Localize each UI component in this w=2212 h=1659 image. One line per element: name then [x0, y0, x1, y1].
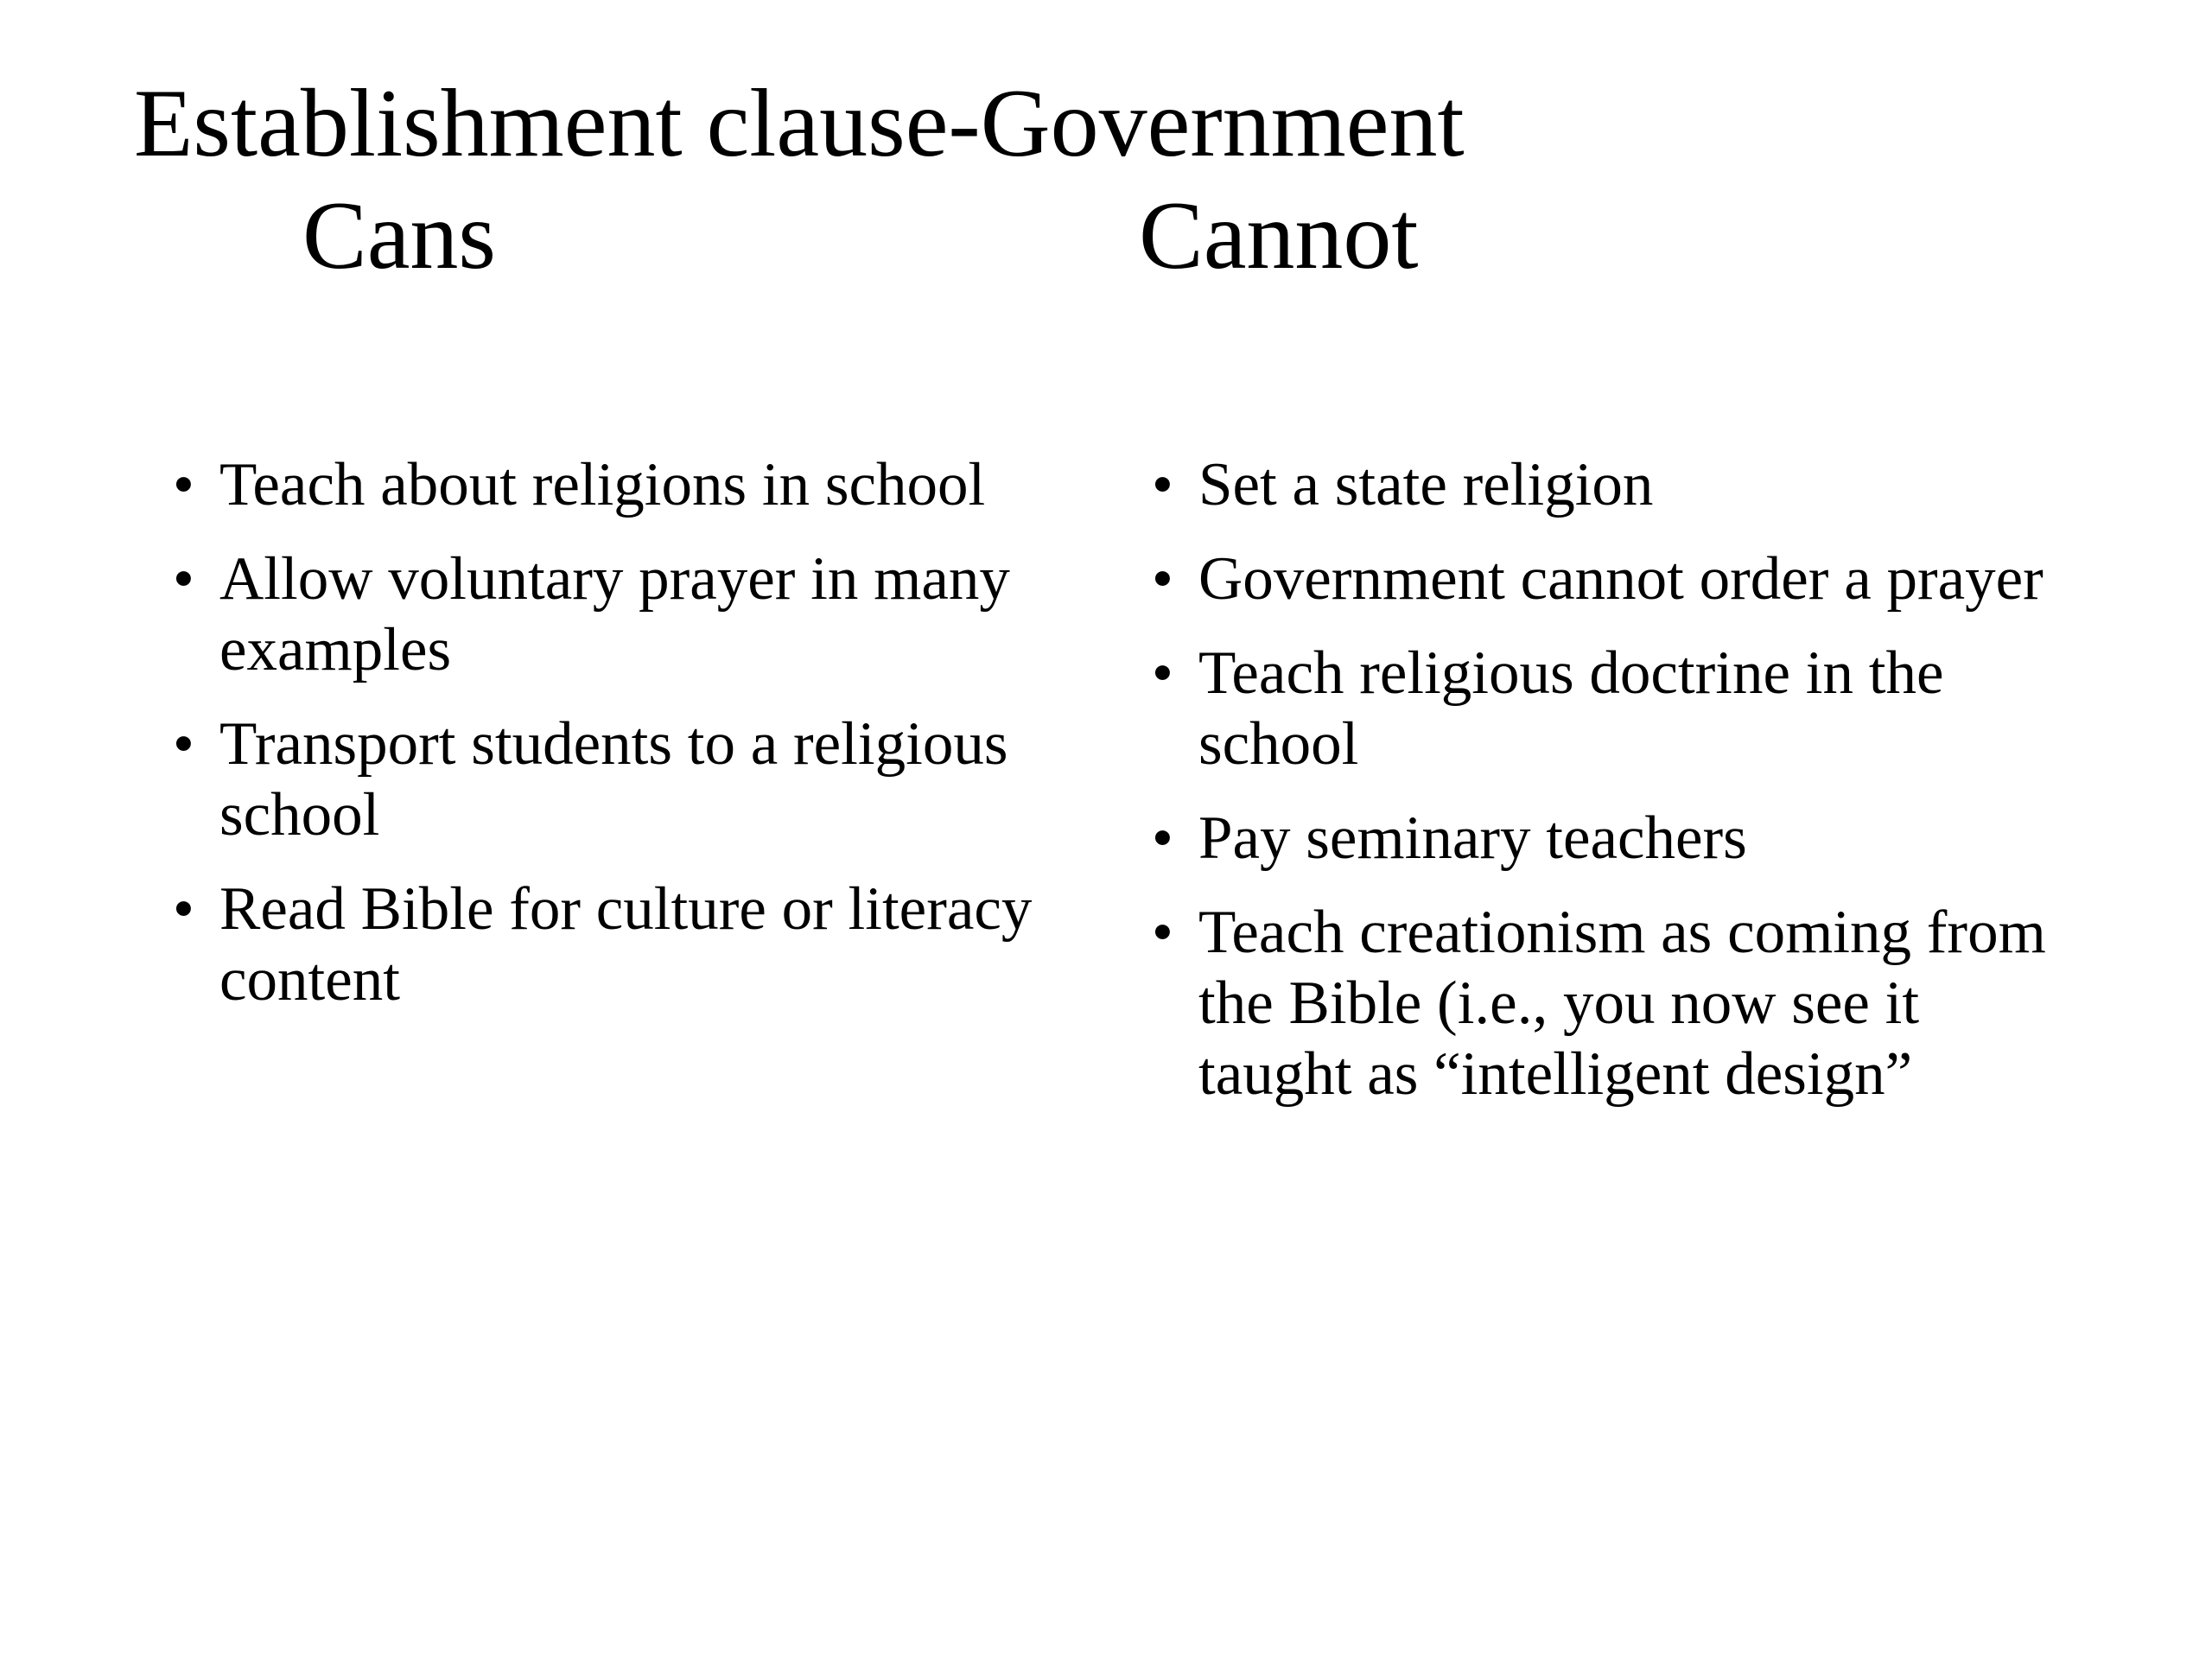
cans-list-item: [173, 543, 1089, 685]
cannot-item-text: Government cannot order a prayer: [1198, 545, 2044, 613]
bullet-icon: •: [1152, 545, 1173, 613]
cans-item-text: Transport students to a religious school: [219, 710, 1008, 849]
cannot-list-item: [1152, 803, 2085, 874]
cannot-item-text: Teach religious doctrine in the school: [1198, 639, 1944, 778]
bullet-icon: •: [1152, 639, 1173, 707]
slide-title: Establishment clause-Government: [134, 70, 1465, 177]
cans-list-item: [173, 874, 1089, 1015]
bullet-icon: •: [173, 545, 194, 613]
cannot-list-item: [1152, 638, 2085, 779]
bullet-icon: •: [1152, 451, 1173, 518]
cans-list-item: [173, 449, 1089, 520]
bullet-icon: •: [1152, 804, 1173, 872]
cannot-list-item: [1152, 449, 2085, 520]
cannot-list: [1152, 449, 2085, 1133]
cans-item-text: Allow voluntary prayer in many examples: [219, 545, 1010, 683]
cannot-heading: Cannot: [1139, 182, 1419, 289]
cannot-item-text: Teach creationism as coming from the Bible (i.e., you now see it taught as “intelligent design”: [1198, 899, 2046, 1108]
cannot-list-item: [1152, 543, 2085, 614]
bullet-icon: •: [173, 710, 194, 778]
bullet-icon: •: [173, 451, 194, 518]
cannot-list-item: [1152, 897, 2085, 1109]
cans-list: [173, 449, 1089, 1039]
cans-list-item: [173, 709, 1089, 850]
bullet-icon: •: [1152, 899, 1173, 966]
cans-item-text: Read Bible for culture or literacy content: [219, 875, 1033, 1014]
cannot-item-text: Pay seminary teachers: [1198, 804, 1747, 872]
bullet-icon: •: [173, 875, 194, 943]
cans-item-text: Teach about religions in school: [219, 451, 986, 518]
cannot-item-text: Set a state religion: [1198, 451, 1654, 518]
cans-heading: Cans: [302, 182, 496, 289]
